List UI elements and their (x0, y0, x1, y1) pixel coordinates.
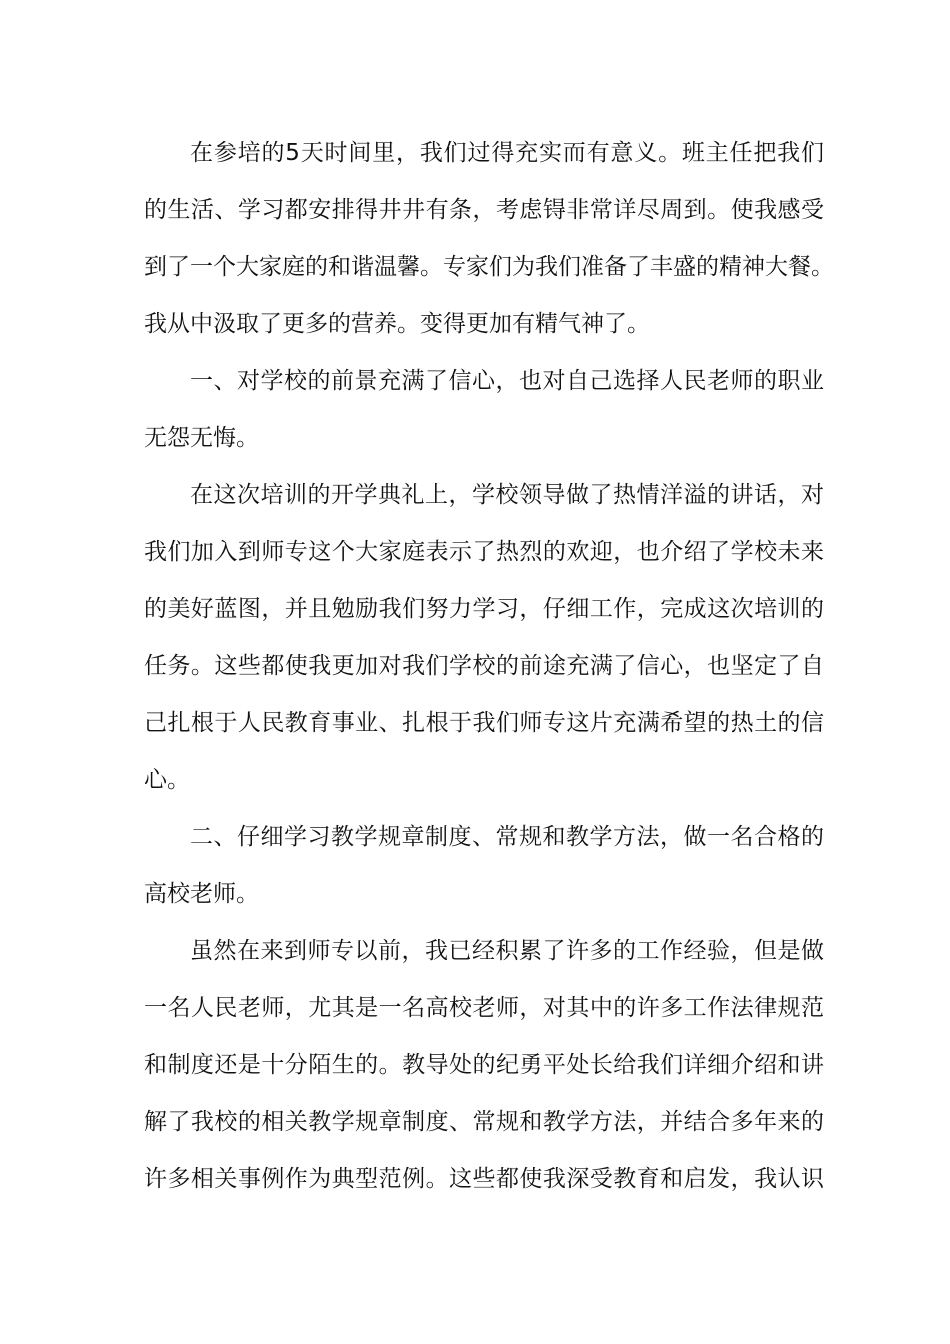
paragraph-line: 和制度还是十分陌生的。教导处的纪勇平处长给我们详细介绍和讲 (144, 1052, 824, 1078)
section-heading-line: 一、对学校的前景充满了信心，也对自己选择人民老师的职业 (190, 368, 824, 394)
paragraph-line: 一名人民老师，尤其是一名高校老师，对其中的许多工作法律规范 (144, 995, 824, 1021)
section-heading-line: 无怨无悔。 (144, 425, 259, 451)
paragraph-line: 心。 (144, 767, 190, 793)
paragraph-line: 在这次培训的开学典礼上，学校领导做了热情洋溢的讲话，对 (190, 482, 824, 508)
paragraph-line: 我从中汲取了更多的营养。变得更加有精气神了。 (144, 311, 650, 337)
paragraph-line: 到了一个大家庭的和谐温馨。专家们为我们准备了丰盛的精神大餐。 (144, 254, 834, 280)
paragraph-line: 的美好蓝图，并且勉励我们努力学习，仔细工作，完成这次培训的 (144, 596, 824, 622)
section-heading-line: 高校老师。 (144, 881, 259, 907)
paragraph-line: 己扎根于人民教育事业、扎根于我们师专这片充满希望的热土的信 (144, 710, 824, 736)
paragraph-line: 许多相关事例作为典型范例。这些都使我深受教育和启发，我认识 (144, 1166, 824, 1192)
paragraph-line: 的生活、学习都安排得井井有条，考虑锝非常详尽周到。使我感受 (144, 197, 824, 223)
paragraph-line: 任务。这些都使我更加对我们学校的前途充满了信心，也坚定了自 (144, 653, 824, 679)
section-heading-line: 二、仔细学习教学规章制度、常规和教学方法，做一名合格的 (190, 824, 824, 850)
paragraph-line: 虽然在来到师专以前，我已经积累了许多的工作经验，但是做 (190, 938, 824, 964)
paragraph-line: 在参培的5天时间里，我们过得充实而有意义。班主任把我们 (190, 140, 824, 166)
paragraph-line: 我们加入到师专这个大家庭表示了热烈的欢迎，也介绍了学校未来 (144, 539, 824, 565)
paragraph-line: 解了我校的相关教学规章制度、常规和教学方法，并结合多年来的 (144, 1109, 824, 1135)
